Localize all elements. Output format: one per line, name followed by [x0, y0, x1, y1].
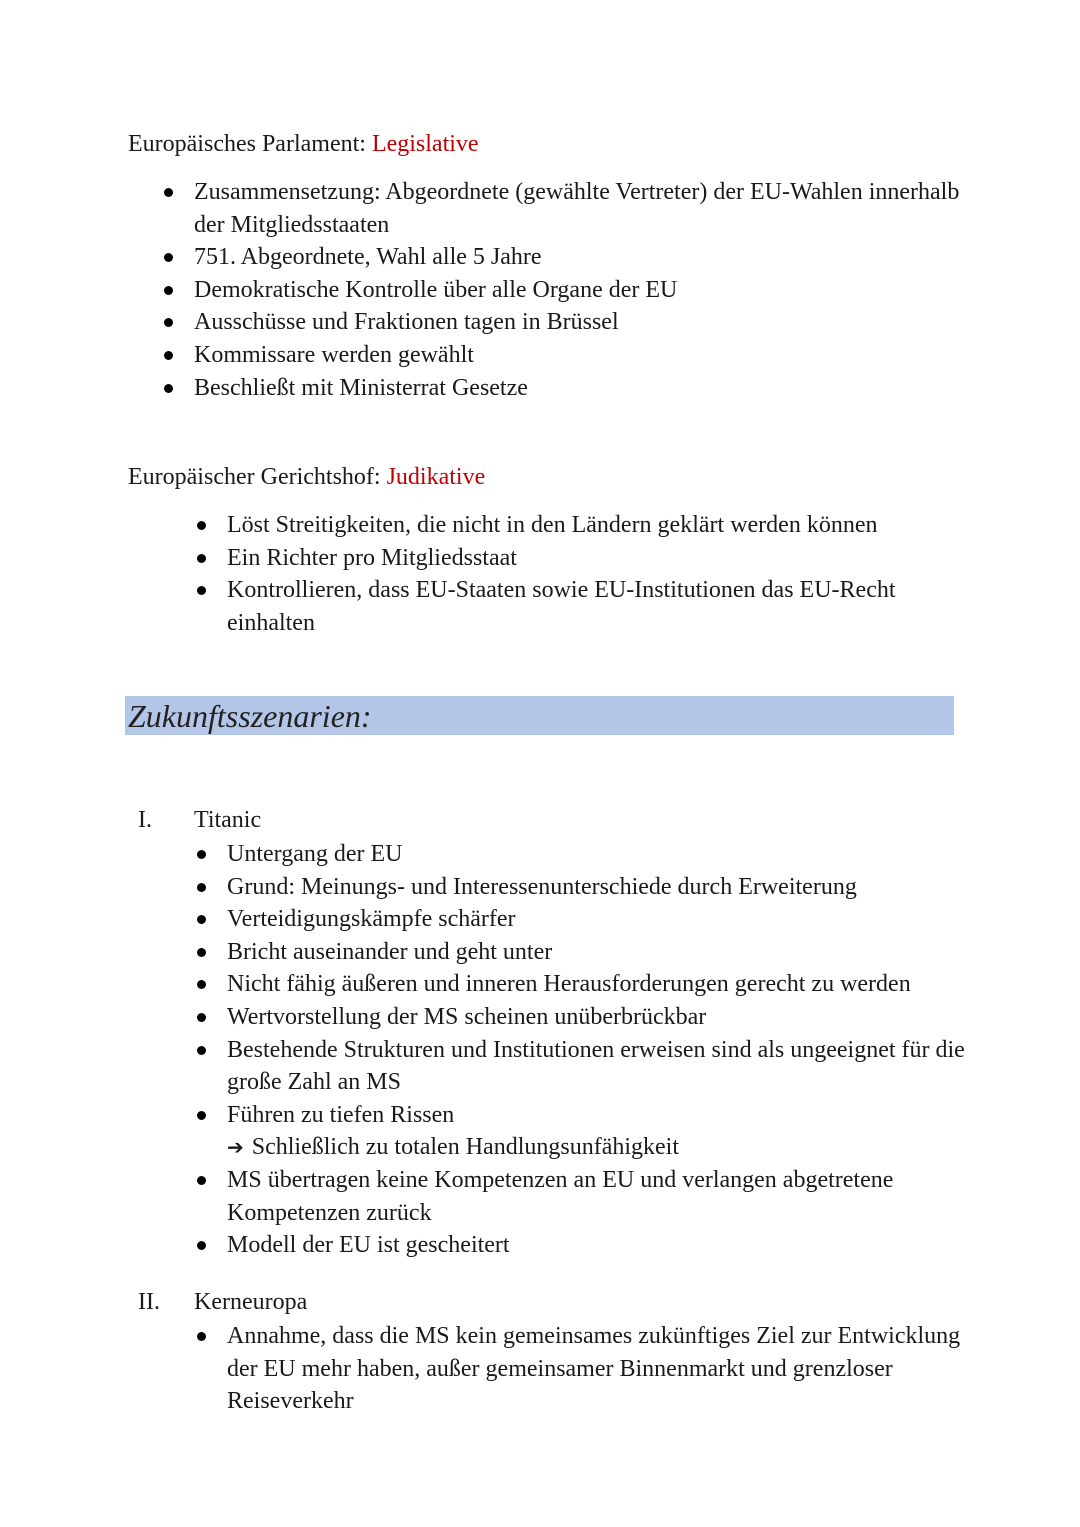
bullet-icon — [197, 1046, 206, 1055]
bullet-icon — [197, 1176, 206, 1185]
arrow-right-icon: ➔ — [227, 1135, 244, 1160]
list-item: Wertvorstellung der MS scheinen unüberbrückbar — [227, 1001, 977, 1034]
bullet-icon — [197, 586, 206, 595]
banner-title: Zukunftsszenarien: — [128, 698, 372, 734]
section-banner — [125, 696, 954, 735]
list-item: Bricht auseinander und geht unter — [227, 936, 977, 969]
bullet-icon — [197, 980, 206, 989]
bullet-icon — [164, 351, 173, 360]
bullet-icon — [164, 384, 173, 393]
list-item: Beschließt mit Ministerrat Gesetze — [194, 372, 994, 405]
bullet-icon — [197, 850, 206, 859]
list-item: Modell der EU ist gescheitert — [227, 1229, 977, 1262]
bullet-icon — [197, 521, 206, 530]
court-bullet-list — [227, 509, 987, 639]
sub-note: ➔ Schließlich zu totalen Handlungsunfähigkeit — [227, 1131, 977, 1164]
bullet-icon — [197, 554, 206, 563]
bullet-icon — [197, 1332, 206, 1341]
bullet-icon — [197, 948, 206, 957]
list-item: 751. Abgeordnete, Wahl alle 5 Jahre — [194, 241, 994, 274]
list-item: Ausschüsse und Fraktionen tagen in Brüssel — [194, 306, 994, 339]
scenario-numeral: II. — [138, 1289, 160, 1315]
list-item: Zusammensetzung: Abgeordnete (gewählte Vertreter) der EU-Wahlen innerhalb der Mitgliedsstaaten — [194, 176, 994, 241]
bullet-icon — [197, 883, 206, 892]
kerneuropa-bullet-list — [227, 1320, 977, 1418]
list-item: Verteidigungskämpfe schärfer — [227, 903, 977, 936]
parliament-heading — [128, 128, 479, 160]
scenario-title-titanic: Titanic — [194, 807, 262, 833]
list-item: Annahme, dass die MS kein gemeinsames zukünftiges Ziel zur Entwicklung der EU mehr haben, außer gemeinsamer Binnenmarkt und grenzloser Reiseverkehr — [227, 1320, 977, 1418]
list-item: Löst Streitigkeiten, die nicht in den Ländern geklärt werden können — [227, 509, 987, 542]
list-item: MS übertragen keine Kompetenzen an EU und verlangen abgetretene Kompetenzen zurück — [227, 1164, 977, 1229]
scenario-numeral: I. — [138, 807, 152, 833]
court-role: Judikative — [386, 464, 486, 490]
parliament-bullet-list — [194, 176, 994, 404]
list-item: Bestehende Strukturen und Institutionen erweisen sind als ungeeignet für die große Zahl an MS — [227, 1034, 977, 1099]
parliament-label: Europäisches Parlament: — [128, 131, 372, 157]
bullet-icon — [164, 318, 173, 327]
titanic-bullet-list — [227, 838, 977, 1262]
bullet-icon — [197, 1013, 206, 1022]
bullet-icon — [197, 1111, 206, 1120]
list-item: Kontrollieren, dass EU-Staaten sowie EU-Institutionen das EU-Recht einhalten — [227, 574, 987, 639]
bullet-icon — [164, 286, 173, 295]
court-label: Europäischer Gerichtshof: — [128, 464, 387, 490]
bullet-icon — [197, 1241, 206, 1250]
list-item: Kommissare werden gewählt — [194, 339, 994, 372]
list-item: Grund: Meinungs- und Interessenunterschiede durch Erweiterung — [227, 871, 977, 904]
list-item: Ein Richter pro Mitgliedsstaat — [227, 542, 987, 575]
parliament-role: Legislative — [371, 131, 479, 157]
bullet-icon — [164, 188, 173, 197]
scenario-title-kerneuropa: Kerneuropa — [194, 1289, 308, 1315]
list-item: Demokratische Kontrolle über alle Organe der EU — [194, 274, 994, 307]
bullet-icon — [164, 253, 173, 262]
court-heading — [128, 461, 485, 493]
list-item: Untergang der EU — [227, 838, 977, 871]
list-item: Führen zu tiefen Rissen ➔ Schließlich zu totalen Handlungsunfähigkeit — [227, 1099, 977, 1164]
list-item: Nicht fähig äußeren und inneren Herausforderungen gerecht zu werden — [227, 968, 977, 1001]
bullet-icon — [197, 915, 206, 924]
